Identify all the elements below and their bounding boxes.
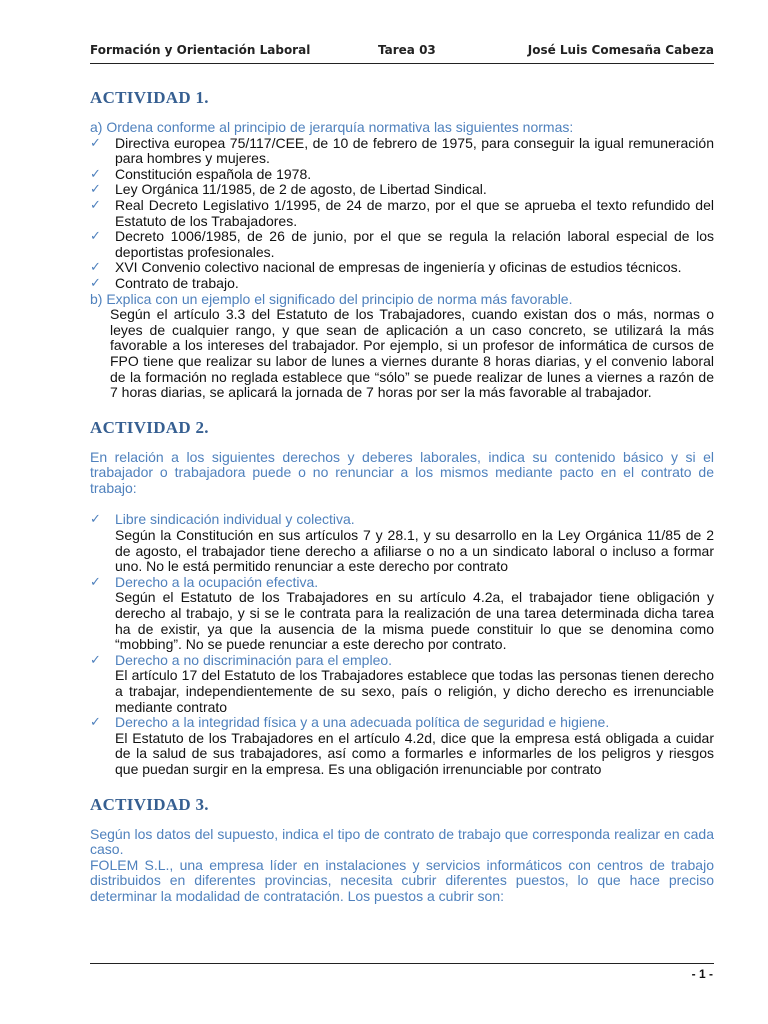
activity-1-answer-b: Según el artículo 3.3 del Estatuto de los Trabajadores, cuando existan dos o más, normas o leyes de cualquier rango, y que sean de aplicación a un caso concreto, se utilizará la más favorable a los intereses del trabajador. Por ejemplo, si un profesor de informática de cursos de FPO tiene que realizar su labor de lunes a viernes durante 8 horas diarias, y el convenio laboral de la formación no reglada establece que “sólo” se puede realizar de lunes a viernes a razón de 7 horas diarias, se aplicará la jornada de 7 horas por ser la más favorable al trabajador. bbox=[110, 306, 714, 401]
rights-list bbox=[90, 512, 714, 777]
activity-1-question-a: a) Ordena conforme al principio de jerarquía normativa las siguientes normas: bbox=[90, 119, 574, 135]
right-description: El artículo 17 del Estatuto de los Trabajadores establece que todas las personas tienen derecho a trabajar, independientemente de su sexo, país o religión, y dicho derecho es irrenunciable mediante contrato bbox=[115, 667, 714, 715]
header-subject: Formación y Orientación Laboral bbox=[90, 43, 311, 57]
footer-rule bbox=[90, 963, 714, 964]
right-description: Según la Constitución en sus artículos 7 y 28.1, y su desarrollo en la Ley Orgánica 11/85 de 2 de agosto, el trabajador tiene derecho a afiliarse o no a un sindicato laboral o incluso a formar uno. No le está permitido renunciar a este derecho por contrato bbox=[115, 527, 714, 575]
check-icon: ✓ bbox=[90, 166, 101, 182]
check-icon: ✓ bbox=[90, 652, 101, 668]
list-item: ✓ Decreto 1006/1985, de 26 de junio, por el que se regula la relación laboral especial de los deportistas profesionales. bbox=[90, 228, 714, 260]
list-item bbox=[90, 715, 714, 777]
page-header bbox=[90, 43, 714, 61]
activity-1-question-b: b) Explica con un ejemplo el significado del principio de norma más favorable. bbox=[90, 290, 573, 307]
right-description: Según el Estatuto de los Trabajadores en su artículo 4.2a, el trabajador tiene obligación y derecho al trabajo, y si se le contrata para la realización de una tarea determinada dicha tarea ha de existir, ya que la ausencia de la misma puede constituir lo que se denomina como “mobbing”. No se puede renunciar a este derecho por contrato. bbox=[115, 589, 714, 653]
activity-2-heading: ACTIVIDAD 2. bbox=[90, 417, 209, 437]
check-icon: ✓ bbox=[90, 260, 101, 276]
activity-1-heading: ACTIVIDAD 1. bbox=[90, 88, 209, 107]
right-title: Derecho a no discriminación para el empleo. bbox=[115, 651, 393, 668]
check-icon: ✓ bbox=[90, 275, 101, 291]
header-rule bbox=[90, 63, 714, 64]
list-item: ✓ Directiva europea 75/117/CEE, de 10 de febrero de 1975, para conseguir la igual remuneración para hombres y mujeres. bbox=[90, 134, 714, 167]
check-icon: ✓ bbox=[90, 197, 101, 213]
right-title: Derecho a la integridad física y a una adecuada política de seguridad e higiene. bbox=[115, 714, 610, 731]
right-description: El Estatuto de los Trabajadores en el artículo 4.2d, dice que la empresa está obligada a cuidar de la salud de sus trabajadores, así como a formarles e informarles de los peligros y riesgos que puedan surgir en la empresa. Es una obligación irrenunciable por contrato bbox=[115, 729, 714, 777]
list-item: ✓ Contrato de trabajo. bbox=[90, 274, 239, 291]
list-item bbox=[90, 653, 714, 715]
activity-3-instruction: Según los datos del supuesto, indica el tipo de contrato de trabajo que corresponda realizar en cada caso. bbox=[90, 825, 714, 858]
check-icon: ✓ bbox=[90, 229, 101, 245]
activity-2-intro: En relación a los siguientes derechos y deberes laborales, indica su contenido básico y si el trabajador o trabajadora puede o no renunciar a los mismos mediante pacto en el contrato de trabajo: bbox=[90, 448, 714, 496]
header-author: José Luis Comesaña Cabeza bbox=[527, 43, 714, 57]
page-number: - 1 - bbox=[691, 967, 713, 981]
document-body bbox=[90, 84, 714, 905]
list-item: ✓ Real Decreto Legislativo 1/1995, de 24 de marzo, por el que se aprueba el texto refundido del Estatuto de los Trabajadores. bbox=[90, 196, 714, 229]
check-icon: ✓ bbox=[90, 135, 101, 151]
check-icon: ✓ bbox=[90, 512, 101, 528]
norms-list bbox=[90, 136, 714, 292]
list-item: ✓ XVI Convenio colectivo nacional de empresas de ingeniería y oficinas de estudios técnicos. bbox=[90, 259, 682, 276]
right-title: Libre sindicación individual y colectiva. bbox=[115, 511, 355, 528]
header-task: Tarea 03 bbox=[378, 43, 436, 57]
right-title: Derecho a la ocupación efectiva. bbox=[115, 573, 319, 590]
check-icon: ✓ bbox=[90, 574, 101, 590]
activity-3-case: FOLEM S.L., una empresa líder en instalaciones y servicios informáticos con centros de trabajo distribuidos en diferentes provincias, necesita cubrir diferentes puestos, lo que hace preciso determinar la modalidad de contratación. Los puestos a cubrir son: bbox=[90, 856, 714, 904]
list-item bbox=[90, 575, 714, 653]
list-item: ✓ Ley Orgánica 11/1985, de 2 de agosto, de Libertad Sindical. bbox=[90, 181, 487, 198]
list-item: ✓ Constitución española de 1978. bbox=[90, 165, 312, 182]
check-icon: ✓ bbox=[90, 182, 101, 198]
check-icon: ✓ bbox=[90, 715, 101, 731]
list-item bbox=[90, 512, 714, 574]
activity-3-heading: ACTIVIDAD 3. bbox=[90, 794, 209, 814]
